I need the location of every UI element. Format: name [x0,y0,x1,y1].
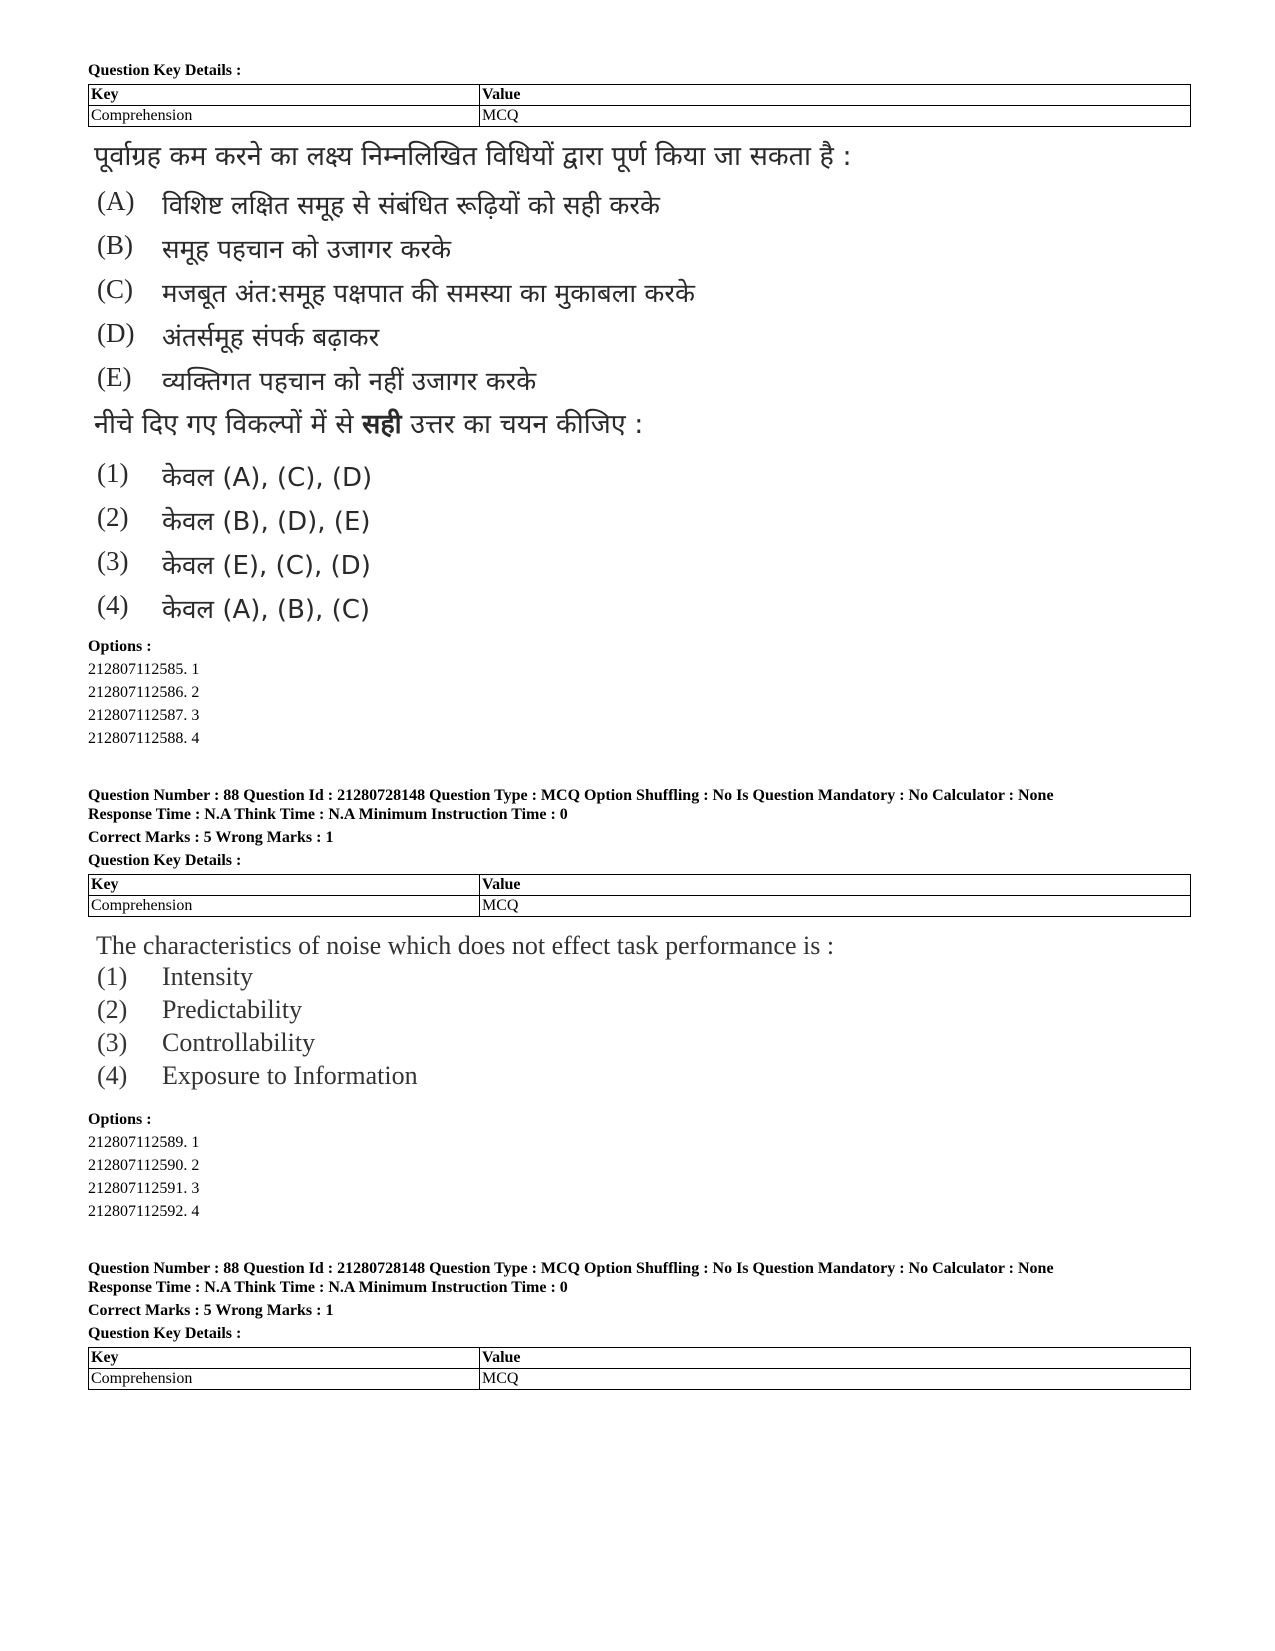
statement-text: अंतर्समूह संपर्क बढ़ाकर [162,323,380,353]
choice-text: Intensity [162,962,253,991]
table-header-value: Value [480,875,1191,896]
choice-text: Controllability [162,1028,316,1057]
question-stem: The characteristics of noise which does not effect task performance is : [96,931,835,960]
marks-line: Correct Marks : 5 Wrong Marks : 1 [88,829,334,846]
question-stem: पूर्वाग्रह कम करने का लक्ष्य निम्नलिखित विधियों द्वारा पूर्ण किया जा सकता है : [94,141,852,172]
option-item: 212807112587. 3 [88,707,200,724]
table-cell-value: MCQ [480,106,1191,127]
table-cell-value: MCQ [480,896,1191,917]
table-header-value: Value [480,85,1191,106]
choice-text: Predictability [162,995,303,1024]
option-item: 212807112589. 1 [88,1134,200,1151]
statement-text: समूह पहचान को उजागर करके [162,235,452,265]
instruction-bold: सही [362,409,402,440]
option-item: 212807112592. 4 [88,1203,200,1220]
table-cell-key: Comprehension [89,896,480,917]
choice-label: (4) [97,1061,128,1090]
choice-label: (2) [97,995,128,1024]
table-cell-key: Comprehension [89,1369,480,1390]
choice-text: केवल (A), (B), (C) [162,595,371,625]
table-header-key: Key [89,85,480,106]
instruction-post: उत्तर का चयन कीजिए : [401,409,644,440]
choice-label: (4) [97,590,129,620]
key-details-label: Question Key Details : [88,1325,242,1342]
statement-label: (A) [97,186,135,216]
statement-label: (D) [97,318,135,348]
statement-text: व्यक्तिगत पहचान को नहीं उजागर करके [162,367,537,397]
choice-label: (2) [97,502,129,532]
question-meta-line1: Question Number : 88 Question Id : 21280728148 Question Type : MCQ Option Shuffling : No Is Question Mandatory : No Calculator : None [88,1260,1054,1277]
option-item: 212807112590. 2 [88,1157,200,1174]
choice-text: केवल (B), (D), (E) [162,507,371,537]
marks-line: Correct Marks : 5 Wrong Marks : 1 [88,1302,334,1319]
statement-label: (E) [97,362,132,392]
key-details-label: Question Key Details : [88,62,242,79]
instruction-pre: नीचे दिए गए विकल्पों में से [94,409,363,440]
choice-label: (3) [97,546,129,576]
choice-text: केवल (A), (C), (D) [162,463,373,493]
key-details-table [88,84,1191,127]
table-cell-key: Comprehension [89,106,480,127]
option-item: 212807112591. 3 [88,1180,200,1197]
question-meta-line1: Question Number : 88 Question Id : 21280728148 Question Type : MCQ Option Shuffling : No Is Question Mandatory : No Calculator : None [88,787,1054,804]
option-item: 212807112588. 4 [88,730,200,747]
option-item: 212807112586. 2 [88,684,200,701]
question-meta-line2: Response Time : N.A Think Time : N.A Minimum Instruction Time : 0 [88,806,568,823]
options-label: Options : [88,638,152,655]
choice-label: (1) [97,962,128,991]
statement-label: (C) [97,274,133,304]
choice-label: (1) [97,458,129,488]
key-details-table [88,1347,1191,1390]
key-details-table [88,874,1191,917]
key-details-label: Question Key Details : [88,852,242,869]
question-meta-line2: Response Time : N.A Think Time : N.A Minimum Instruction Time : 0 [88,1279,568,1296]
table-header-value: Value [480,1348,1191,1369]
table-header-key: Key [89,875,480,896]
question-instruction [94,408,643,442]
statement-text: विशिष्ट लक्षित समूह से संबंधित रूढ़ियों को सही करके [162,191,660,221]
statement-text: मजबूत अंत:समूह पक्षपात की समस्या का मुकाबला करके [162,279,695,309]
table-cell-value: MCQ [480,1369,1191,1390]
choice-text: केवल (E), (C), (D) [162,551,371,581]
statement-label: (B) [97,230,133,260]
table-header-key: Key [89,1348,480,1369]
option-item: 212807112585. 1 [88,661,200,678]
choice-text: Exposure to Information [162,1061,418,1090]
choice-label: (3) [97,1028,128,1057]
options-label: Options : [88,1111,152,1128]
